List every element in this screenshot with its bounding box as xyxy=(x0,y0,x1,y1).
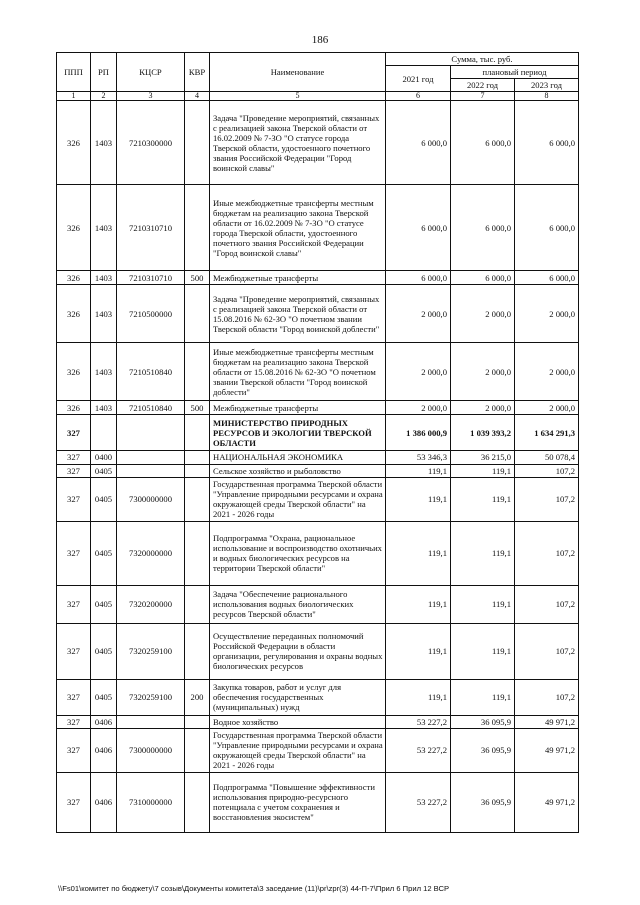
header-2021: 2021 год xyxy=(386,66,451,92)
table-row xyxy=(57,285,579,343)
cell-kvr xyxy=(185,623,210,679)
cell-ppp: 327 xyxy=(57,679,91,715)
cell-v2022: 6 000,0 xyxy=(451,185,515,271)
cell-v2022: 36 215,0 xyxy=(451,451,515,464)
cell-v2021: 119,1 xyxy=(386,477,451,521)
cell-rp: 0405 xyxy=(91,623,117,679)
cell-rp: 1403 xyxy=(91,401,117,415)
cell-v2023: 2 000,0 xyxy=(515,285,579,343)
header-2022: 2022 год xyxy=(451,79,515,92)
table-row xyxy=(57,401,579,415)
header-ppp: ППП xyxy=(57,53,91,92)
cell-kcsr xyxy=(117,464,185,477)
cell-v2023: 6 000,0 xyxy=(515,271,579,285)
cell-kvr xyxy=(185,451,210,464)
cell-v2021: 53 346,3 xyxy=(386,451,451,464)
table-row xyxy=(57,464,579,477)
cell-kcsr: 7300000000 xyxy=(117,728,185,772)
cell-name: Государственная программа Тверской области "Управление природными ресурсами и охрана окружающей среды Тверской области" на 2021 - 2026 годы xyxy=(210,728,386,772)
cell-rp: 0405 xyxy=(91,585,117,623)
cell-v2023: 6 000,0 xyxy=(515,185,579,271)
cell-v2022: 119,1 xyxy=(451,477,515,521)
table-row xyxy=(57,521,579,585)
cell-v2023: 107,2 xyxy=(515,623,579,679)
cell-rp: 0405 xyxy=(91,679,117,715)
cell-v2021: 6 000,0 xyxy=(386,101,451,185)
cell-kcsr xyxy=(117,415,185,451)
cell-kvr xyxy=(185,464,210,477)
cell-kcsr: 7320259100 xyxy=(117,679,185,715)
cell-ppp: 326 xyxy=(57,401,91,415)
cell-rp: 0405 xyxy=(91,477,117,521)
cell-v2021: 119,1 xyxy=(386,679,451,715)
cell-ppp: 327 xyxy=(57,477,91,521)
table-row xyxy=(57,343,579,401)
header-planned-period: плановый период xyxy=(451,66,579,79)
table-row xyxy=(57,715,579,728)
header-rp: РП xyxy=(91,53,117,92)
cell-v2021: 119,1 xyxy=(386,521,451,585)
cell-name: Подпрограмма "Повышение эффективности использования природно-ресурсного потенциала с учетом сохранения и восстановления экосистем" xyxy=(210,772,386,832)
header-sum: Сумма, тыс. руб. xyxy=(386,53,579,66)
table-row xyxy=(57,623,579,679)
cell-name: Задача "Проведение мероприятий, связанных с реализацией закона Тверской области от 16.02.2009 № 7-ЗО "О статусе города Тверской области, удостоенного почетного звания Российской Федерации "Город воинской славы" xyxy=(210,101,386,185)
cell-v2023: 107,2 xyxy=(515,679,579,715)
cell-ppp: 327 xyxy=(57,415,91,451)
cell-kvr xyxy=(185,415,210,451)
cell-v2023: 107,2 xyxy=(515,464,579,477)
cell-v2022: 119,1 xyxy=(451,585,515,623)
budget-table xyxy=(56,52,579,833)
cell-ppp: 327 xyxy=(57,451,91,464)
header-kvr: КВР xyxy=(185,53,210,92)
footer-file-path: \\Fs01\комитет по бюджету\7 созыв\Документы комитета\3 заседание (11)\pr\zpr(3) 44-П-7\Прил 6 Прил 12 ВСР xyxy=(58,884,450,893)
header-kcsr: КЦСР xyxy=(117,53,185,92)
cell-name: Водное хозяйство xyxy=(210,715,386,728)
table-header xyxy=(57,53,579,101)
cell-kcsr: 7320200000 xyxy=(117,585,185,623)
cell-kcsr: 7210310710 xyxy=(117,271,185,285)
cell-v2021: 119,1 xyxy=(386,585,451,623)
table-row xyxy=(57,477,579,521)
cell-ppp: 327 xyxy=(57,585,91,623)
column-index: 4 xyxy=(185,92,210,101)
header-2023: 2023 год xyxy=(515,79,579,92)
cell-kcsr: 7300000000 xyxy=(117,477,185,521)
cell-name: Осуществление переданных полномочий Российской Федерации в области организации, регулирования и охраны водных биологических ресурсов xyxy=(210,623,386,679)
cell-name: Сельское хозяйство и рыболовство xyxy=(210,464,386,477)
cell-v2023: 107,2 xyxy=(515,477,579,521)
cell-v2023: 49 971,2 xyxy=(515,728,579,772)
column-index: 6 xyxy=(386,92,451,101)
cell-v2021: 2 000,0 xyxy=(386,343,451,401)
cell-v2022: 119,1 xyxy=(451,679,515,715)
cell-v2022: 2 000,0 xyxy=(451,343,515,401)
cell-kvr xyxy=(185,728,210,772)
table-row xyxy=(57,101,579,185)
cell-v2021: 1 386 000,9 xyxy=(386,415,451,451)
cell-v2023: 50 078,4 xyxy=(515,451,579,464)
column-index: 1 xyxy=(57,92,91,101)
cell-rp: 0405 xyxy=(91,521,117,585)
cell-v2021: 2 000,0 xyxy=(386,285,451,343)
cell-ppp: 327 xyxy=(57,715,91,728)
cell-kcsr: 7210300000 xyxy=(117,101,185,185)
cell-kcsr xyxy=(117,715,185,728)
cell-name: Закупка товаров, работ и услуг для обеспечения государственных (муниципальных) нужд xyxy=(210,679,386,715)
table-row xyxy=(57,451,579,464)
cell-v2022: 119,1 xyxy=(451,521,515,585)
cell-rp: 1403 xyxy=(91,185,117,271)
column-index: 2 xyxy=(91,92,117,101)
cell-v2022: 119,1 xyxy=(451,623,515,679)
cell-v2022: 6 000,0 xyxy=(451,271,515,285)
cell-v2023: 2 000,0 xyxy=(515,401,579,415)
table-row xyxy=(57,185,579,271)
cell-rp: 0405 xyxy=(91,464,117,477)
cell-v2022: 6 000,0 xyxy=(451,101,515,185)
cell-v2021: 119,1 xyxy=(386,623,451,679)
cell-ppp: 327 xyxy=(57,772,91,832)
cell-v2022: 2 000,0 xyxy=(451,285,515,343)
cell-rp: 1403 xyxy=(91,101,117,185)
cell-rp: 1403 xyxy=(91,343,117,401)
cell-v2022: 36 095,9 xyxy=(451,772,515,832)
cell-name: Государственная программа Тверской области "Управление природными ресурсами и охрана окружающей среды Тверской области" на 2021 - 2026 годы xyxy=(210,477,386,521)
cell-kvr xyxy=(185,715,210,728)
cell-v2023: 2 000,0 xyxy=(515,343,579,401)
cell-v2021: 2 000,0 xyxy=(386,401,451,415)
cell-v2022: 36 095,9 xyxy=(451,715,515,728)
cell-ppp: 327 xyxy=(57,521,91,585)
cell-ppp: 326 xyxy=(57,185,91,271)
cell-v2022: 2 000,0 xyxy=(451,401,515,415)
cell-v2022: 36 095,9 xyxy=(451,728,515,772)
cell-v2021: 53 227,2 xyxy=(386,728,451,772)
cell-rp: 0406 xyxy=(91,728,117,772)
table-row xyxy=(57,415,579,451)
table-row xyxy=(57,271,579,285)
column-index-row xyxy=(57,92,579,101)
cell-kcsr xyxy=(117,451,185,464)
cell-v2022: 1 039 393,2 xyxy=(451,415,515,451)
page-number: 186 xyxy=(311,34,329,46)
column-index: 7 xyxy=(451,92,515,101)
cell-ppp: 327 xyxy=(57,728,91,772)
cell-ppp: 326 xyxy=(57,285,91,343)
cell-ppp: 326 xyxy=(57,271,91,285)
cell-rp: 1403 xyxy=(91,285,117,343)
column-index: 8 xyxy=(515,92,579,101)
cell-kvr: 500 xyxy=(185,401,210,415)
cell-name: НАЦИОНАЛЬНАЯ ЭКОНОМИКА xyxy=(210,451,386,464)
cell-rp xyxy=(91,415,117,451)
cell-kvr: 500 xyxy=(185,271,210,285)
cell-name: Межбюджетные трансферты xyxy=(210,271,386,285)
cell-ppp: 327 xyxy=(57,623,91,679)
table-row xyxy=(57,728,579,772)
cell-name: Иные межбюджетные трансферты местным бюджетам на реализацию закона Тверской области от 15.08.2016 № 62-ЗО "О почетном звании Тверской области "Город воинской доблести" xyxy=(210,343,386,401)
cell-kvr xyxy=(185,477,210,521)
cell-rp: 0406 xyxy=(91,772,117,832)
cell-rp: 1403 xyxy=(91,271,117,285)
cell-kcsr: 7210510840 xyxy=(117,401,185,415)
cell-kvr xyxy=(185,585,210,623)
cell-v2021: 6 000,0 xyxy=(386,185,451,271)
cell-ppp: 326 xyxy=(57,343,91,401)
cell-name: Иные межбюджетные трансферты местным бюджетам на реализацию закона Тверской области от 16.02.2009 № 7-ЗО "О статусе города Тверской области, удостоенного почетного звания Российской Федерации "Город воинской славы" xyxy=(210,185,386,271)
cell-kcsr: 7210510840 xyxy=(117,343,185,401)
cell-kvr xyxy=(185,772,210,832)
table-row xyxy=(57,585,579,623)
cell-kcsr: 7310000000 xyxy=(117,772,185,832)
cell-name: Подпрограмма "Охрана, рациональное использование и воспроизводство охотничьих и водных биологических ресурсов на территории Тверской области" xyxy=(210,521,386,585)
column-index: 5 xyxy=(210,92,386,101)
table-row xyxy=(57,772,579,832)
cell-v2023: 49 971,2 xyxy=(515,715,579,728)
cell-kcsr: 7210500000 xyxy=(117,285,185,343)
table-row xyxy=(57,679,579,715)
cell-v2021: 53 227,2 xyxy=(386,772,451,832)
cell-v2023: 107,2 xyxy=(515,521,579,585)
cell-v2021: 6 000,0 xyxy=(386,271,451,285)
cell-v2023: 49 971,2 xyxy=(515,772,579,832)
cell-v2023: 1 634 291,3 xyxy=(515,415,579,451)
cell-rp: 0400 xyxy=(91,451,117,464)
cell-v2021: 119,1 xyxy=(386,464,451,477)
cell-ppp: 327 xyxy=(57,464,91,477)
cell-kvr xyxy=(185,101,210,185)
cell-kvr: 200 xyxy=(185,679,210,715)
cell-v2023: 6 000,0 xyxy=(515,101,579,185)
cell-kvr xyxy=(185,185,210,271)
cell-name: Задача "Проведение мероприятий, связанных с реализацией закона Тверской области от 15.08.2016 № 62-ЗО "О почетном звании Тверской области "Город воинской доблести" xyxy=(210,285,386,343)
cell-kcsr: 7320000000 xyxy=(117,521,185,585)
cell-name: МИНИСТЕРСТВО ПРИРОДНЫХ РЕСУРСОВ И ЭКОЛОГИИ ТВЕРСКОЙ ОБЛАСТИ xyxy=(210,415,386,451)
cell-kcsr: 7320259100 xyxy=(117,623,185,679)
cell-v2023: 107,2 xyxy=(515,585,579,623)
cell-name: Межбюджетные трансферты xyxy=(210,401,386,415)
cell-kcsr: 7210310710 xyxy=(117,185,185,271)
header-name: Наименование xyxy=(210,53,386,92)
cell-kvr xyxy=(185,285,210,343)
table-body xyxy=(57,101,579,832)
cell-v2022: 119,1 xyxy=(451,464,515,477)
cell-rp: 0406 xyxy=(91,715,117,728)
cell-name: Задача "Обеспечение рационального использования водных биологических ресурсов Тверской области" xyxy=(210,585,386,623)
column-index: 3 xyxy=(117,92,185,101)
cell-kvr xyxy=(185,343,210,401)
cell-ppp: 326 xyxy=(57,101,91,185)
cell-kvr xyxy=(185,521,210,585)
cell-v2021: 53 227,2 xyxy=(386,715,451,728)
